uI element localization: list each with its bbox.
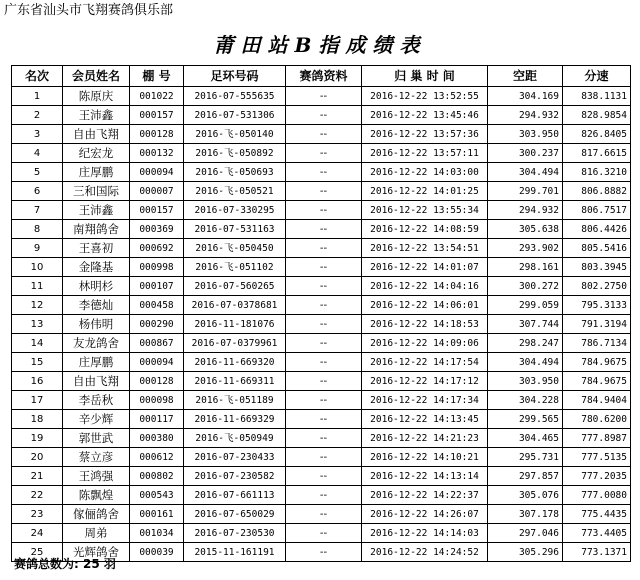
cell-speed: 803.3945: [563, 258, 631, 277]
cell-speed: 806.4426: [563, 220, 631, 239]
cell-arrival: 2016-12-22 13:57:36: [362, 125, 488, 144]
table-row: [12, 220, 631, 239]
cell-speed: 784.9675: [563, 372, 631, 391]
cell-info: --: [286, 372, 362, 391]
cell-distance: 297.046: [488, 524, 563, 543]
table-row: [12, 144, 631, 163]
cell-loft: 001034: [130, 524, 184, 543]
cell-distance: 298.247: [488, 334, 563, 353]
cell-info: --: [286, 315, 362, 334]
cell-speed: 806.8882: [563, 182, 631, 201]
cell-rank: 19: [12, 429, 63, 448]
cell-ring: 2016-07-650029: [184, 505, 286, 524]
cell-speed: 773.1371: [563, 543, 631, 562]
cell-speed: 795.3133: [563, 296, 631, 315]
col-header-loft: 棚 号: [130, 66, 184, 87]
cell-speed: 784.9404: [563, 391, 631, 410]
cell-ring: 2016-07-230582: [184, 467, 286, 486]
cell-distance: 304.169: [488, 87, 563, 106]
cell-arrival: 2016-12-22 14:24:52: [362, 543, 488, 562]
cell-info: --: [286, 391, 362, 410]
cell-speed: 780.6200: [563, 410, 631, 429]
cell-ring: 2016-11-181076: [184, 315, 286, 334]
cell-ring: 2016-07-230433: [184, 448, 286, 467]
cell-arrival: 2016-12-22 14:06:01: [362, 296, 488, 315]
cell-info: --: [286, 182, 362, 201]
cell-info: --: [286, 448, 362, 467]
cell-member: 三和国际: [63, 182, 130, 201]
cell-info: --: [286, 524, 362, 543]
cell-rank: 14: [12, 334, 63, 353]
cell-ring: 2016-飞-050693: [184, 163, 286, 182]
cell-rank: 13: [12, 315, 63, 334]
cell-distance: 300.272: [488, 277, 563, 296]
cell-distance: 294.932: [488, 106, 563, 125]
total-count: 赛鸽总数为: 25 羽: [14, 557, 116, 571]
cell-loft: 000098: [130, 391, 184, 410]
cell-distance: 307.178: [488, 505, 563, 524]
cell-member: 杨伟明: [63, 315, 130, 334]
cell-ring: 2016-07-0379961: [184, 334, 286, 353]
cell-arrival: 2016-12-22 14:26:07: [362, 505, 488, 524]
cell-member: 林明杉: [63, 277, 130, 296]
table-row: [12, 372, 631, 391]
cell-info: --: [286, 220, 362, 239]
cell-ring: 2016-飞-050521: [184, 182, 286, 201]
cell-rank: 25: [12, 543, 63, 562]
results-table: [11, 65, 631, 562]
cell-loft: 000094: [130, 163, 184, 182]
cell-member: 纪宏龙: [63, 144, 130, 163]
cell-speed: 791.3194: [563, 315, 631, 334]
cell-member: 李岳秋: [63, 391, 130, 410]
cell-rank: 1: [12, 87, 63, 106]
cell-speed: 777.0080: [563, 486, 631, 505]
cell-loft: 000612: [130, 448, 184, 467]
cell-member: 傢俪鸽舍: [63, 505, 130, 524]
table-row: [12, 258, 631, 277]
cell-speed: 777.2035: [563, 467, 631, 486]
cell-loft: 000007: [130, 182, 184, 201]
cell-info: --: [286, 410, 362, 429]
cell-member: 友龙鸽舍: [63, 334, 130, 353]
cell-arrival: 2016-12-22 14:22:37: [362, 486, 488, 505]
cell-speed: 777.8987: [563, 429, 631, 448]
cell-distance: 304.465: [488, 429, 563, 448]
cell-info: --: [286, 353, 362, 372]
cell-info: --: [286, 429, 362, 448]
cell-member: 自由飞翔: [63, 125, 130, 144]
cell-rank: 6: [12, 182, 63, 201]
cell-loft: 000543: [130, 486, 184, 505]
cell-speed: 775.4435: [563, 505, 631, 524]
cell-info: --: [286, 144, 362, 163]
col-header-ring: 足环号码: [184, 66, 286, 87]
cell-loft: 000692: [130, 239, 184, 258]
cell-arrival: 2016-12-22 14:09:06: [362, 334, 488, 353]
cell-member: 王沛鑫: [63, 106, 130, 125]
cell-loft: 000802: [130, 467, 184, 486]
cell-arrival: 2016-12-22 14:08:59: [362, 220, 488, 239]
cell-loft: 000132: [130, 144, 184, 163]
cell-info: --: [286, 239, 362, 258]
cell-distance: 300.237: [488, 144, 563, 163]
cell-ring: 2016-07-330295: [184, 201, 286, 220]
cell-member: 陈原庆: [63, 87, 130, 106]
cell-arrival: 2016-12-22 14:21:23: [362, 429, 488, 448]
cell-member: 周弟: [63, 524, 130, 543]
cell-ring: 2016-11-669320: [184, 353, 286, 372]
cell-ring: 2016-11-669329: [184, 410, 286, 429]
cell-rank: 8: [12, 220, 63, 239]
cell-speed: 826.8405: [563, 125, 631, 144]
cell-distance: 293.902: [488, 239, 563, 258]
cell-ring: 2016-11-669311: [184, 372, 286, 391]
cell-arrival: 2016-12-22 14:04:16: [362, 277, 488, 296]
cell-info: --: [286, 296, 362, 315]
cell-rank: 22: [12, 486, 63, 505]
col-header-rank: 名次: [12, 66, 63, 87]
table-row: [12, 429, 631, 448]
col-header-arrival: 归 巢 时 间: [362, 66, 488, 87]
cell-ring: 2016-07-0378681: [184, 296, 286, 315]
cell-loft: 000290: [130, 315, 184, 334]
cell-ring: 2016-07-531163: [184, 220, 286, 239]
cell-speed: 786.7134: [563, 334, 631, 353]
cell-info: --: [286, 467, 362, 486]
report-title: 莆田站B指成绩表: [213, 33, 427, 57]
cell-rank: 7: [12, 201, 63, 220]
cell-speed: 805.5416: [563, 239, 631, 258]
cell-distance: 298.161: [488, 258, 563, 277]
cell-rank: 11: [12, 277, 63, 296]
cell-arrival: 2016-12-22 13:45:46: [362, 106, 488, 125]
cell-arrival: 2016-12-22 13:57:11: [362, 144, 488, 163]
cell-rank: 24: [12, 524, 63, 543]
cell-loft: 000107: [130, 277, 184, 296]
table-row: [12, 448, 631, 467]
cell-rank: 21: [12, 467, 63, 486]
cell-distance: 299.701: [488, 182, 563, 201]
cell-member: 李德灿: [63, 296, 130, 315]
cell-loft: 000117: [130, 410, 184, 429]
cell-info: --: [286, 87, 362, 106]
cell-member: 庄厚鹏: [63, 163, 130, 182]
cell-loft: 000380: [130, 429, 184, 448]
cell-distance: 297.857: [488, 467, 563, 486]
cell-rank: 3: [12, 125, 63, 144]
cell-speed: 828.9854: [563, 106, 631, 125]
table-row: [12, 277, 631, 296]
cell-rank: 9: [12, 239, 63, 258]
cell-arrival: 2016-12-22 14:17:54: [362, 353, 488, 372]
cell-speed: 816.3210: [563, 163, 631, 182]
cell-rank: 4: [12, 144, 63, 163]
table-header-row: [12, 66, 631, 87]
cell-distance: 305.076: [488, 486, 563, 505]
cell-ring: 2016-飞-051189: [184, 391, 286, 410]
cell-ring: 2016-飞-050949: [184, 429, 286, 448]
cell-ring: 2016-飞-050140: [184, 125, 286, 144]
club-name: 广东省汕头市飞翔赛鸽俱乐部: [4, 3, 174, 18]
cell-speed: 777.5135: [563, 448, 631, 467]
col-header-member: 会员姓名: [63, 66, 130, 87]
cell-rank: 15: [12, 353, 63, 372]
cell-loft: 000161: [130, 505, 184, 524]
cell-distance: 307.744: [488, 315, 563, 334]
cell-info: --: [286, 505, 362, 524]
cell-ring: 2016-飞-050450: [184, 239, 286, 258]
cell-speed: 773.4405: [563, 524, 631, 543]
cell-loft: 001022: [130, 87, 184, 106]
cell-arrival: 2016-12-22 14:17:12: [362, 372, 488, 391]
cell-member: 郭世武: [63, 429, 130, 448]
cell-distance: 294.932: [488, 201, 563, 220]
table-row: [12, 296, 631, 315]
cell-rank: 20: [12, 448, 63, 467]
cell-distance: 304.494: [488, 353, 563, 372]
cell-member: 蔡立彦: [63, 448, 130, 467]
cell-loft: 000157: [130, 106, 184, 125]
cell-rank: 18: [12, 410, 63, 429]
table-row: [12, 125, 631, 144]
cell-speed: 784.9675: [563, 353, 631, 372]
cell-info: --: [286, 277, 362, 296]
cell-loft: 000458: [130, 296, 184, 315]
cell-loft: 000867: [130, 334, 184, 353]
cell-member: 陈飘煌: [63, 486, 130, 505]
cell-arrival: 2016-12-22 14:01:25: [362, 182, 488, 201]
cell-info: --: [286, 258, 362, 277]
cell-arrival: 2016-12-22 13:52:55: [362, 87, 488, 106]
cell-info: --: [286, 486, 362, 505]
table-row: [12, 410, 631, 429]
cell-arrival: 2016-12-22 13:55:34: [362, 201, 488, 220]
cell-distance: 299.565: [488, 410, 563, 429]
cell-rank: 23: [12, 505, 63, 524]
cell-info: --: [286, 543, 362, 562]
table-row: [12, 239, 631, 258]
cell-member: 王喜初: [63, 239, 130, 258]
table-row: [12, 87, 631, 106]
table-row: [12, 182, 631, 201]
cell-arrival: 2016-12-22 13:54:51: [362, 239, 488, 258]
cell-ring: 2016-飞-050892: [184, 144, 286, 163]
cell-distance: 303.950: [488, 125, 563, 144]
cell-arrival: 2016-12-22 14:13:45: [362, 410, 488, 429]
cell-ring: 2016-07-555635: [184, 87, 286, 106]
cell-info: --: [286, 163, 362, 182]
cell-info: --: [286, 106, 362, 125]
cell-member: 光辉鸽舍: [63, 543, 130, 562]
cell-arrival: 2016-12-22 14:14:03: [362, 524, 488, 543]
table-row: [12, 334, 631, 353]
cell-distance: 304.228: [488, 391, 563, 410]
cell-speed: 802.2750: [563, 277, 631, 296]
table-row: [12, 201, 631, 220]
cell-ring: 2016-07-531306: [184, 106, 286, 125]
col-header-speed: 分速: [563, 66, 631, 87]
cell-member: 王鸿强: [63, 467, 130, 486]
cell-distance: 303.950: [488, 372, 563, 391]
col-header-distance: 空距: [488, 66, 563, 87]
cell-rank: 2: [12, 106, 63, 125]
cell-loft: 000039: [130, 543, 184, 562]
cell-member: 庄厚鹏: [63, 353, 130, 372]
cell-arrival: 2016-12-22 14:18:53: [362, 315, 488, 334]
cell-loft: 000369: [130, 220, 184, 239]
cell-loft: 000128: [130, 372, 184, 391]
table-row: [12, 163, 631, 182]
table-row: [12, 353, 631, 372]
cell-speed: 806.7517: [563, 201, 631, 220]
cell-speed: 838.1131: [563, 87, 631, 106]
cell-info: --: [286, 201, 362, 220]
table-row: [12, 524, 631, 543]
cell-rank: 17: [12, 391, 63, 410]
cell-loft: 000157: [130, 201, 184, 220]
cell-info: --: [286, 334, 362, 353]
table-row: [12, 391, 631, 410]
table-row: [12, 486, 631, 505]
col-header-info: 赛鸽资料: [286, 66, 362, 87]
cell-rank: 12: [12, 296, 63, 315]
cell-loft: 000094: [130, 353, 184, 372]
cell-distance: 305.296: [488, 543, 563, 562]
cell-rank: 5: [12, 163, 63, 182]
table-row: [12, 106, 631, 125]
cell-loft: 000128: [130, 125, 184, 144]
table-row: [12, 505, 631, 524]
cell-ring: 2016-07-230530: [184, 524, 286, 543]
cell-member: 自由飞翔: [63, 372, 130, 391]
cell-arrival: 2016-12-22 14:10:21: [362, 448, 488, 467]
cell-member: 辛少辉: [63, 410, 130, 429]
cell-member: 金隆基: [63, 258, 130, 277]
cell-member: 王沛鑫: [63, 201, 130, 220]
table-row: [12, 315, 631, 334]
table-row: [12, 467, 631, 486]
cell-loft: 000998: [130, 258, 184, 277]
cell-rank: 16: [12, 372, 63, 391]
cell-arrival: 2016-12-22 14:17:34: [362, 391, 488, 410]
cell-info: --: [286, 125, 362, 144]
cell-arrival: 2016-12-22 14:01:07: [362, 258, 488, 277]
cell-distance: 295.731: [488, 448, 563, 467]
cell-distance: 304.494: [488, 163, 563, 182]
cell-distance: 305.638: [488, 220, 563, 239]
cell-ring: 2016-飞-051102: [184, 258, 286, 277]
cell-speed: 817.6615: [563, 144, 631, 163]
cell-rank: 10: [12, 258, 63, 277]
cell-ring: 2015-11-161191: [184, 543, 286, 562]
cell-ring: 2016-07-661113: [184, 486, 286, 505]
cell-arrival: 2016-12-22 14:13:14: [362, 467, 488, 486]
cell-arrival: 2016-12-22 14:03:00: [362, 163, 488, 182]
cell-member: 南翔鸽舍: [63, 220, 130, 239]
cell-ring: 2016-07-560265: [184, 277, 286, 296]
cell-distance: 299.059: [488, 296, 563, 315]
